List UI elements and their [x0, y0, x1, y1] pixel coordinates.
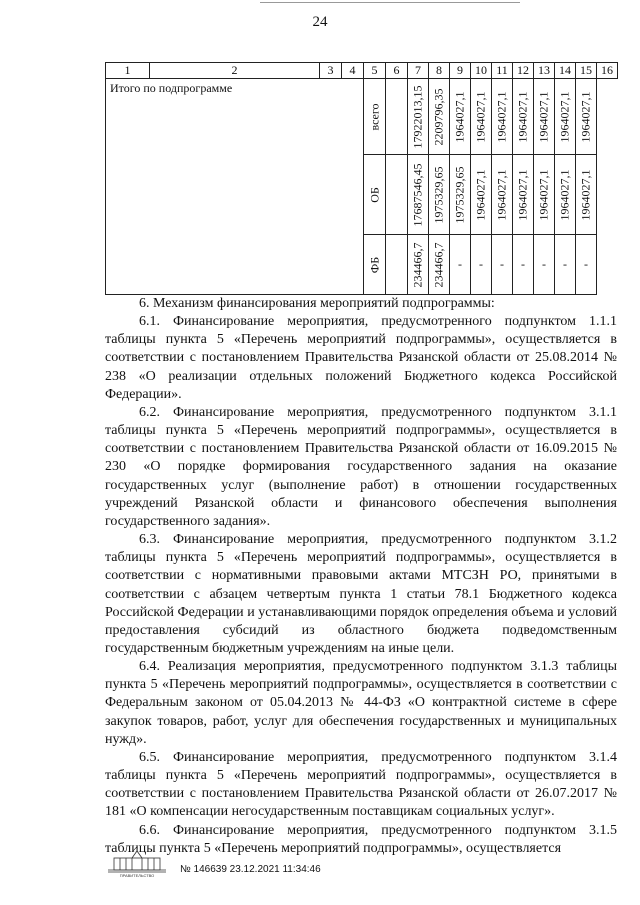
section-heading: 6. Механизм финансирования мероприятий подпрограммы:	[139, 296, 495, 311]
col-header: 13	[534, 63, 555, 79]
value: 1964027,1	[473, 91, 488, 142]
empty-cell	[386, 79, 408, 155]
value-cell	[492, 155, 513, 235]
value: -	[542, 257, 546, 271]
value: -	[500, 257, 504, 271]
value: 1964027,1	[536, 91, 551, 142]
value-cell	[450, 79, 471, 155]
value: 1964027,1	[557, 169, 572, 220]
row-title	[106, 79, 364, 295]
row-label: ОБ	[367, 186, 381, 203]
stamp-text: ПРАВИТЕЛЬСТВО	[119, 873, 155, 878]
value: 1964027,1	[578, 169, 593, 220]
page-number: 24	[312, 14, 328, 30]
value-cell	[576, 155, 597, 235]
col-header: 16	[597, 63, 618, 79]
value-cell	[408, 79, 429, 155]
value: -	[458, 257, 462, 271]
col-header: 15	[576, 63, 597, 79]
col-header: 1	[106, 63, 150, 79]
value-cell	[534, 79, 555, 155]
value: -	[584, 257, 588, 271]
value: 1975329,65	[452, 166, 467, 223]
paragraph: 6.2. Финансирование мероприятия, предусмотренного подпунктом 3.1.1 таблицы пункта 5 «Перечень мероприятий подпрограммы», осуществляется в соответствии с постановлением Правительства Рязанской области от 16.09.2015 № 230 «О порядке формирования государственного задания на оказание государственных услуг (выполнение работ) в отношении государственных учреждений Рязанской области и финансового обеспечения выполнения государственного задания».	[105, 404, 617, 529]
value-cell	[408, 155, 429, 235]
value: 1964027,1	[494, 91, 509, 142]
row-label: всего	[367, 102, 381, 131]
value: 1964027,1	[536, 169, 551, 220]
value-cell	[408, 235, 429, 295]
col-header: 7	[408, 63, 429, 79]
value-cell	[513, 235, 534, 295]
value: 234466,7	[410, 242, 425, 287]
value-cell	[429, 79, 450, 155]
scan-edge-line	[260, 2, 520, 3]
value-cell	[429, 235, 450, 295]
value-cell	[534, 235, 555, 295]
value-cell	[555, 235, 576, 295]
value: 2209796,35	[431, 88, 446, 145]
budget-table	[105, 62, 618, 295]
row-title-text: Итого по подпрограмме	[110, 81, 233, 95]
col-header: 11	[492, 63, 513, 79]
col-header: 9	[450, 63, 471, 79]
body-text	[105, 295, 617, 858]
col-header: 10	[471, 63, 492, 79]
paragraph: 6.5. Финансирование мероприятия, предусмотренного подпунктом 3.1.4 таблицы пункта 5 «Перечень мероприятий подпрограммы», осуществляется в соответствии с постановлением Правительства Рязанской области от 26.07.2017 № 181 «О компенсации негосударственным поставщикам социальных услуг».	[105, 749, 617, 820]
value: 234466,7	[431, 242, 446, 287]
col-header: 14	[555, 63, 576, 79]
value: 17687546,45	[410, 163, 425, 226]
value-cell	[576, 79, 597, 155]
value-cell	[576, 235, 597, 295]
value-cell	[513, 79, 534, 155]
empty-cell	[386, 235, 408, 295]
value-cell	[471, 79, 492, 155]
value-cell	[555, 79, 576, 155]
value-cell	[450, 235, 471, 295]
value: 1964027,1	[473, 169, 488, 220]
value-cell	[492, 235, 513, 295]
value: -	[521, 257, 525, 271]
value-cell	[471, 235, 492, 295]
value-cell	[492, 79, 513, 155]
footer	[104, 848, 344, 880]
paragraph: 6.3. Финансирование мероприятия, предусмотренного подпунктом 3.1.2 таблицы пункта 5 «Перечень мероприятий подпрограммы», осуществляется в соответствии с нормативными правовыми актами МТСЗН РО, принятыми в соответствии с абзацем четвертым пункта 1 статьи 78.1 Бюджетного кодекса Российской Федерации и устанавливающими порядок определения объема и условий предоставления субсидий из областного бюджета подведомственным государственным бюджетным учреждениям на иные цели.	[105, 532, 617, 656]
col-header: 8	[429, 63, 450, 79]
col-header: 4	[342, 63, 364, 79]
value: -	[479, 257, 483, 271]
value: 1964027,1	[515, 91, 530, 142]
paragraph: 6.4. Реализация мероприятия, предусмотренного подпунктом 3.1.3 таблицы пункта 5 «Перечень мероприятий подпрограммы», осуществляется в соответствии с Федеральным законом от 05.04.2013 № 44-ФЗ «О контрактной системе в сфере закупок товаров, работ, услуг для обеспечения государственных и муниципальных нужд».	[105, 659, 617, 747]
value-cell	[555, 155, 576, 235]
value: 1964027,1	[515, 169, 530, 220]
paragraph: 6.6. Финансирование мероприятия, предусмотренного подпунктом 3.1.5 таблицы пункта 5 «Перечень мероприятий подпрограммы», осуществляется	[105, 822, 617, 856]
value-cell	[534, 155, 555, 235]
value-cell	[429, 155, 450, 235]
value-cell	[471, 155, 492, 235]
col-header: 3	[320, 63, 342, 79]
table-row	[106, 79, 618, 155]
value-cell	[513, 155, 534, 235]
value: -	[563, 257, 567, 271]
government-building-icon	[104, 848, 174, 878]
value: 1975329,65	[431, 166, 446, 223]
row-label: ФБ	[367, 256, 381, 273]
value-cell	[450, 155, 471, 235]
col-header: 12	[513, 63, 534, 79]
col-header: 5	[364, 63, 386, 79]
value: 1964027,1	[557, 91, 572, 142]
paragraph: 6.1. Финансирование мероприятия, предусмотренного подпунктом 1.1.1 таблицы пункта 5 «Перечень мероприятий подпрограммы», осуществляется в соответствии с постановлением Правительства Рязанской области от 25.08.2014 № 238 «О реализации отдельных положений Бюджетного кодекса Российской Федерации».	[105, 314, 617, 402]
value: 1964027,1	[494, 169, 509, 220]
row-label-cell	[364, 235, 386, 295]
col-header: 6	[386, 63, 408, 79]
table-header-row	[106, 63, 618, 79]
col-header: 2	[150, 63, 320, 79]
row-label-cell	[364, 79, 386, 155]
value: 1964027,1	[452, 91, 467, 142]
document-reference: № 146639 23.12.2021 11:34:46	[180, 864, 321, 875]
empty-cell	[386, 155, 408, 235]
value: 1964027,1	[578, 91, 593, 142]
value: 17922013,15	[410, 85, 425, 148]
row-label-cell	[364, 155, 386, 235]
